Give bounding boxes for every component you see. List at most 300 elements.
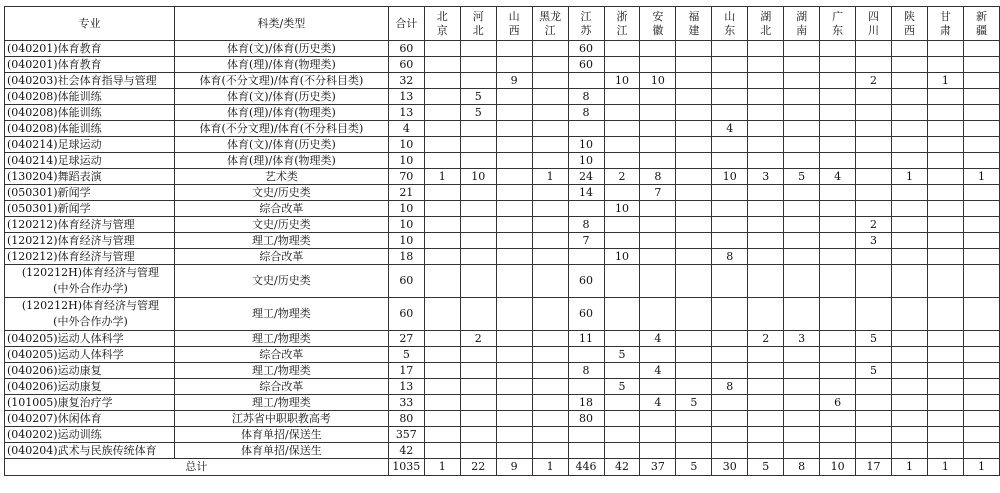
total-cell: 17 [388, 363, 424, 379]
province-count-cell [424, 411, 460, 427]
province-count-cell: 2 [604, 169, 640, 185]
province-count-cell [892, 265, 928, 298]
province-count-cell: 4 [820, 169, 856, 185]
province-count-cell: 9 [496, 73, 532, 89]
province-count-cell [424, 185, 460, 201]
province-count-cell: 8 [712, 249, 748, 265]
province-count-cell [820, 105, 856, 121]
major-cell: (120212H)体育经济与管理 (中外合作办学) [5, 298, 175, 331]
category-cell: 体育(不分文理)/体育(不分科目类) [174, 73, 388, 89]
province-count-cell [712, 41, 748, 57]
province-count-cell [460, 41, 496, 57]
province-count-cell [892, 395, 928, 411]
province-count-cell [568, 347, 604, 363]
province-count-cell [424, 427, 460, 443]
category-cell: 理工/物理类 [174, 363, 388, 379]
province-count-cell [963, 201, 999, 217]
major-cell: (040208)体能训练 [5, 89, 175, 105]
province-count-cell [496, 331, 532, 347]
province-count-cell [963, 331, 999, 347]
header-province [568, 7, 604, 41]
province-count-cell: 11 [568, 331, 604, 347]
province-count-cell [460, 185, 496, 201]
header-province-part: 苏 [580, 23, 592, 37]
province-count-cell [496, 201, 532, 217]
province-count-cell [604, 427, 640, 443]
province-count-cell: 4 [640, 331, 676, 347]
category-cell: 体育(理)/体育(物理类) [174, 105, 388, 121]
grand-total-province-cell: 17 [856, 459, 892, 476]
province-count-cell [963, 443, 999, 459]
province-count-cell: 2 [460, 331, 496, 347]
grand-total-province-cell: 30 [712, 459, 748, 476]
grand-total-row [5, 459, 1000, 476]
province-count-cell [748, 443, 784, 459]
table-row [5, 443, 1000, 459]
major-cell: (040203)社会体育指导与管理 [5, 73, 175, 89]
category-cell: 体育(文)/体育(历史类) [174, 137, 388, 153]
province-count-cell [856, 89, 892, 105]
province-count-cell [927, 265, 963, 298]
province-count-cell [784, 363, 820, 379]
province-count-cell: 8 [568, 217, 604, 233]
province-count-cell: 60 [568, 265, 604, 298]
province-count-cell [640, 347, 676, 363]
province-count-cell [604, 411, 640, 427]
province-count-cell [568, 427, 604, 443]
grand-total-province-cell: 22 [460, 459, 496, 476]
province-count-cell [748, 363, 784, 379]
province-count-cell [856, 347, 892, 363]
province-count-cell [640, 443, 676, 459]
province-count-cell [604, 41, 640, 57]
province-count-cell [748, 41, 784, 57]
total-cell: 13 [388, 379, 424, 395]
province-count-cell: 5 [460, 89, 496, 105]
table-row [5, 233, 1000, 249]
table-row [5, 57, 1000, 73]
province-count-cell: 10 [568, 137, 604, 153]
major-cell: (050301)新闻学 [5, 201, 175, 217]
province-count-cell [496, 249, 532, 265]
province-count-cell: 2 [856, 73, 892, 89]
province-count-cell: 2 [748, 331, 784, 347]
header-province [604, 7, 640, 41]
province-count-cell [784, 41, 820, 57]
province-count-cell [820, 121, 856, 137]
province-count-cell [892, 331, 928, 347]
major-cell: (040206)运动康复 [5, 363, 175, 379]
category-cell: 综合改革 [174, 201, 388, 217]
total-cell: 4 [388, 121, 424, 137]
province-count-cell: 1 [927, 73, 963, 89]
province-count-cell: 5 [604, 347, 640, 363]
province-count-cell [784, 379, 820, 395]
province-count-cell [927, 169, 963, 185]
province-count-cell [424, 265, 460, 298]
header-province [640, 7, 676, 41]
major-cell: (040214)足球运动 [5, 153, 175, 169]
grand-total-province-cell: 1 [424, 459, 460, 476]
province-count-cell [424, 217, 460, 233]
province-count-cell: 5 [856, 331, 892, 347]
province-count-cell [532, 105, 568, 121]
grand-total-province-cell: 1 [532, 459, 568, 476]
province-count-cell [676, 363, 712, 379]
header-province-part: 南 [796, 23, 808, 37]
table-row [5, 249, 1000, 265]
province-count-cell [820, 379, 856, 395]
province-count-cell [712, 233, 748, 249]
header-province-part: 四 [868, 9, 880, 23]
province-count-cell [424, 249, 460, 265]
province-count-cell [532, 73, 568, 89]
total-cell: 60 [388, 57, 424, 73]
province-count-cell [532, 57, 568, 73]
province-count-cell [892, 137, 928, 153]
table-row [5, 169, 1000, 185]
total-cell: 18 [388, 249, 424, 265]
province-count-cell [532, 89, 568, 105]
province-count-cell [424, 73, 460, 89]
category-cell: 体育(文)/体育(历史类) [174, 89, 388, 105]
header-province-part: 河 [472, 9, 484, 23]
province-count-cell [748, 298, 784, 331]
total-cell: 10 [388, 233, 424, 249]
major-cell: (040205)运动人体科学 [5, 347, 175, 363]
province-count-cell [424, 105, 460, 121]
table-row [5, 105, 1000, 121]
province-count-cell [424, 363, 460, 379]
province-count-cell: 1 [963, 169, 999, 185]
table-row [5, 347, 1000, 363]
category-cell: 理工/物理类 [174, 395, 388, 411]
province-count-cell [963, 363, 999, 379]
total-cell: 70 [388, 169, 424, 185]
province-count-cell [784, 89, 820, 105]
header-province-part: 湖 [760, 9, 772, 23]
header-province-part: 北 [436, 9, 448, 23]
province-count-cell [424, 395, 460, 411]
province-count-cell [460, 363, 496, 379]
province-count-cell [784, 395, 820, 411]
province-count-cell [927, 153, 963, 169]
header-province-part: 广 [832, 9, 844, 23]
province-count-cell [496, 265, 532, 298]
province-count-cell [820, 153, 856, 169]
province-count-cell [424, 298, 460, 331]
province-count-cell [460, 201, 496, 217]
province-count-cell [748, 347, 784, 363]
province-count-cell [748, 105, 784, 121]
province-count-cell [676, 89, 712, 105]
province-count-cell [712, 57, 748, 73]
header-province-part: 东 [832, 23, 844, 37]
province-count-cell [424, 233, 460, 249]
province-count-cell [820, 73, 856, 89]
province-count-cell [784, 298, 820, 331]
major-cell: (130204)舞蹈表演 [5, 169, 175, 185]
province-count-cell [748, 153, 784, 169]
province-count-cell: 8 [712, 379, 748, 395]
province-count-cell [460, 137, 496, 153]
province-count-cell [927, 443, 963, 459]
province-count-cell: 4 [640, 363, 676, 379]
province-count-cell [676, 169, 712, 185]
province-count-cell [532, 201, 568, 217]
province-count-cell [604, 331, 640, 347]
province-count-cell [496, 427, 532, 443]
province-count-cell [496, 105, 532, 121]
province-count-cell [532, 411, 568, 427]
major-cell: (040202)运动训练 [5, 427, 175, 443]
province-count-cell [784, 233, 820, 249]
province-count-cell [856, 105, 892, 121]
province-count-cell [604, 121, 640, 137]
category-cell: 文史/历史类 [174, 265, 388, 298]
province-count-cell [820, 363, 856, 379]
province-count-cell: 10 [604, 201, 640, 217]
province-count-cell [856, 153, 892, 169]
province-count-cell [496, 217, 532, 233]
province-count-cell [856, 121, 892, 137]
province-count-cell [604, 89, 640, 105]
province-count-cell [496, 185, 532, 201]
province-count-cell: 7 [568, 233, 604, 249]
province-count-cell [963, 427, 999, 443]
province-count-cell [640, 57, 676, 73]
grand-total-province-cell: 9 [496, 459, 532, 476]
table-row [5, 121, 1000, 137]
province-count-cell [712, 395, 748, 411]
province-count-cell [676, 153, 712, 169]
table-row [5, 427, 1000, 443]
province-count-cell [856, 169, 892, 185]
province-count-cell [856, 201, 892, 217]
total-cell: 60 [388, 41, 424, 57]
province-count-cell [856, 41, 892, 57]
category-cell: 理工/物理类 [174, 233, 388, 249]
province-count-cell [460, 73, 496, 89]
category-cell: 文史/历史类 [174, 217, 388, 233]
table-row [5, 73, 1000, 89]
province-count-cell [820, 201, 856, 217]
province-count-cell: 80 [568, 411, 604, 427]
province-count-cell: 10 [604, 249, 640, 265]
province-count-cell [604, 443, 640, 459]
province-count-cell [748, 73, 784, 89]
table-row [5, 379, 1000, 395]
major-cell: (120212)体育经济与管理 [5, 217, 175, 233]
province-count-cell [640, 121, 676, 137]
province-count-cell [820, 411, 856, 427]
category-cell: 理工/物理类 [174, 298, 388, 331]
province-count-cell: 60 [568, 57, 604, 73]
province-count-cell [927, 57, 963, 73]
header-province-part: 疆 [975, 23, 987, 37]
province-count-cell: 6 [820, 395, 856, 411]
province-count-cell [496, 137, 532, 153]
province-count-cell [963, 411, 999, 427]
province-count-cell [496, 121, 532, 137]
province-count-cell [892, 89, 928, 105]
province-count-cell [424, 201, 460, 217]
province-count-cell [856, 57, 892, 73]
province-count-cell [856, 298, 892, 331]
province-count-cell [712, 137, 748, 153]
province-count-cell [712, 411, 748, 427]
province-count-cell [892, 249, 928, 265]
province-count-cell: 7 [640, 185, 676, 201]
province-count-cell [784, 57, 820, 73]
province-count-cell [712, 331, 748, 347]
province-count-cell [712, 185, 748, 201]
province-count-cell [963, 249, 999, 265]
province-count-cell [820, 298, 856, 331]
total-cell: 27 [388, 331, 424, 347]
header-total: 合计 [388, 7, 424, 41]
province-count-cell [963, 73, 999, 89]
province-count-cell: 10 [604, 73, 640, 89]
category-cell: 艺术类 [174, 169, 388, 185]
province-count-cell [604, 298, 640, 331]
province-count-cell [927, 121, 963, 137]
province-count-cell [460, 411, 496, 427]
province-count-cell [820, 57, 856, 73]
table-row [5, 89, 1000, 105]
province-count-cell [748, 121, 784, 137]
province-count-cell [712, 298, 748, 331]
province-count-cell: 3 [784, 331, 820, 347]
province-count-cell [892, 347, 928, 363]
province-count-cell: 1 [424, 169, 460, 185]
province-count-cell [460, 153, 496, 169]
province-count-cell [676, 105, 712, 121]
province-count-cell [604, 395, 640, 411]
province-count-cell [460, 57, 496, 73]
province-count-cell [820, 41, 856, 57]
header-province-part: 山 [724, 9, 736, 23]
province-count-cell [424, 153, 460, 169]
province-count-cell [604, 265, 640, 298]
province-count-cell [712, 73, 748, 89]
province-count-cell [927, 395, 963, 411]
header-province-part: 福 [688, 9, 700, 23]
table-header-row [5, 7, 1000, 41]
province-count-cell [676, 41, 712, 57]
major-cell: (040201)体育教育 [5, 57, 175, 73]
province-count-cell: 5 [856, 363, 892, 379]
total-cell: 10 [388, 201, 424, 217]
province-count-cell [748, 265, 784, 298]
grand-total-province-cell: 1 [927, 459, 963, 476]
province-count-cell [892, 41, 928, 57]
province-count-cell: 60 [568, 298, 604, 331]
category-cell: 综合改革 [174, 347, 388, 363]
province-count-cell [892, 363, 928, 379]
province-count-cell [856, 137, 892, 153]
grand-total-province-cell: 42 [604, 459, 640, 476]
province-count-cell [676, 57, 712, 73]
province-count-cell [676, 201, 712, 217]
province-count-cell [496, 379, 532, 395]
province-count-cell [640, 137, 676, 153]
total-cell: 32 [388, 73, 424, 89]
province-count-cell [963, 41, 999, 57]
province-count-cell [963, 105, 999, 121]
province-count-cell [784, 137, 820, 153]
province-count-cell: 8 [568, 89, 604, 105]
major-cell: (040206)运动康复 [5, 379, 175, 395]
province-count-cell [748, 137, 784, 153]
total-cell: 13 [388, 89, 424, 105]
grand-total-province-cell: 446 [568, 459, 604, 476]
province-count-cell [640, 41, 676, 57]
province-count-cell [927, 89, 963, 105]
province-count-cell [927, 331, 963, 347]
province-count-cell: 10 [460, 169, 496, 185]
major-cell: (120212)体育经济与管理 [5, 249, 175, 265]
province-count-cell [820, 233, 856, 249]
province-count-cell [460, 379, 496, 395]
province-count-cell [963, 137, 999, 153]
province-count-cell [640, 153, 676, 169]
header-province [856, 7, 892, 41]
header-province-part: 川 [868, 23, 880, 37]
province-count-cell [460, 121, 496, 137]
header-province-part: 东 [724, 23, 736, 37]
province-count-cell [676, 185, 712, 201]
province-count-cell [676, 73, 712, 89]
province-count-cell [640, 89, 676, 105]
province-count-cell: 24 [568, 169, 604, 185]
province-count-cell [496, 89, 532, 105]
province-count-cell [532, 331, 568, 347]
province-count-cell [963, 217, 999, 233]
province-count-cell [424, 379, 460, 395]
header-province-part: 黑龙 [539, 9, 562, 23]
header-category: 科类/类型 [174, 7, 388, 41]
table-row [5, 217, 1000, 233]
province-count-cell [892, 185, 928, 201]
major-cell: (050301)新闻学 [5, 185, 175, 201]
province-count-cell [460, 217, 496, 233]
province-count-cell [676, 427, 712, 443]
province-count-cell [568, 443, 604, 459]
province-count-cell [676, 331, 712, 347]
category-cell: 综合改革 [174, 379, 388, 395]
province-count-cell [676, 233, 712, 249]
table-row [5, 411, 1000, 427]
province-count-cell [496, 411, 532, 427]
header-province [712, 7, 748, 41]
total-cell: 357 [388, 427, 424, 443]
province-count-cell: 2 [856, 217, 892, 233]
province-count-cell [892, 57, 928, 73]
province-count-cell [532, 185, 568, 201]
header-province [892, 7, 928, 41]
province-count-cell [892, 105, 928, 121]
header-province [927, 7, 963, 41]
province-count-cell [927, 249, 963, 265]
header-province [748, 7, 784, 41]
province-count-cell [712, 443, 748, 459]
table-row [5, 137, 1000, 153]
province-count-cell [963, 121, 999, 137]
province-count-cell [963, 265, 999, 298]
province-count-cell [568, 249, 604, 265]
province-count-cell [892, 379, 928, 395]
